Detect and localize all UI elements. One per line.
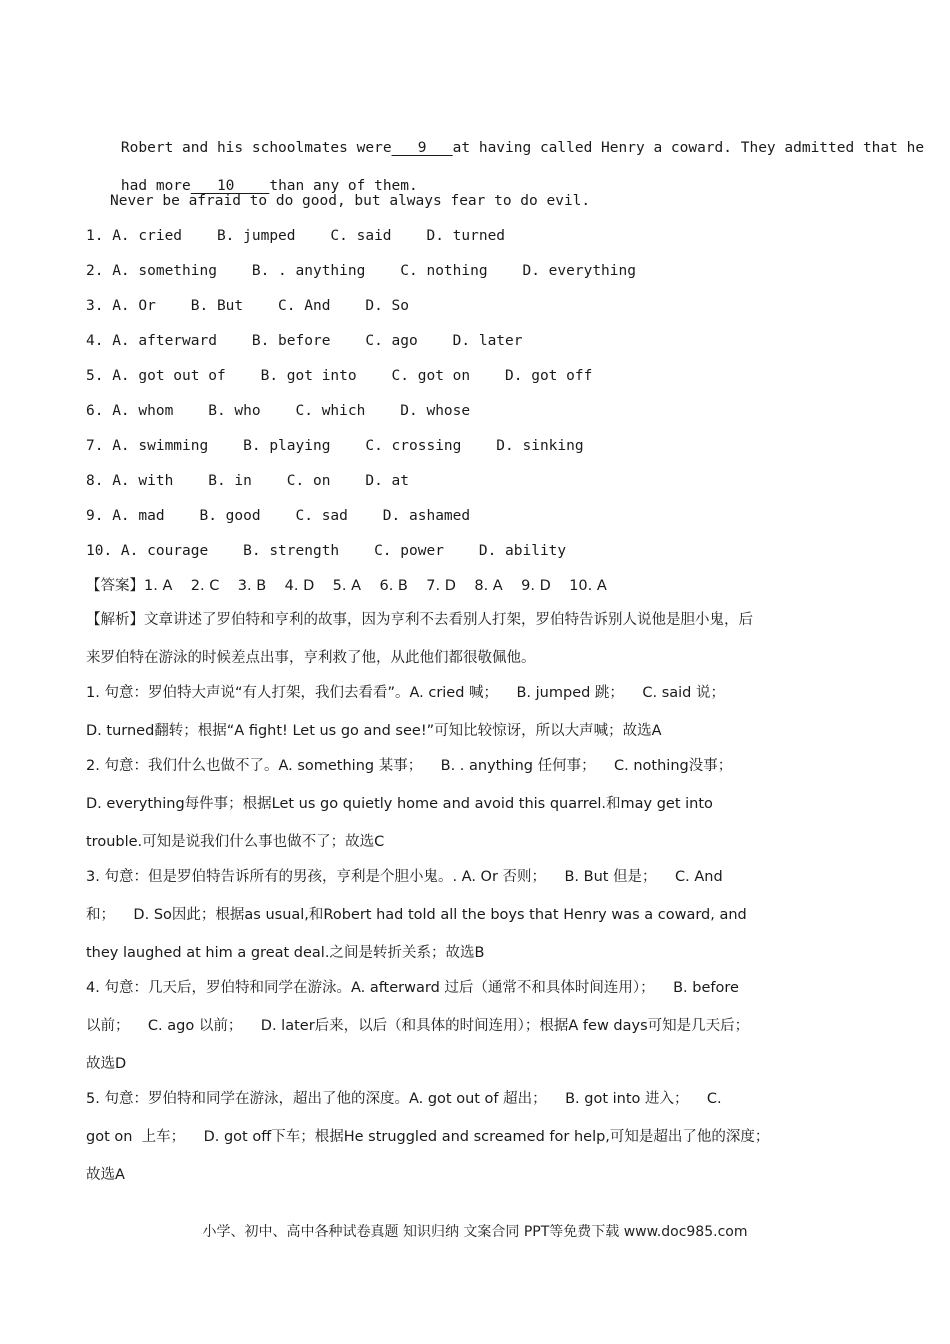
- question-5: 5. A. got out of B. got into C. got on D. got off: [86, 368, 593, 384]
- analysis-line: 故选D: [86, 1056, 127, 1072]
- analysis-line: 故选A: [86, 1167, 125, 1183]
- blank-10: 10: [190, 178, 270, 194]
- analysis-line: 2. 句意：我们什么也做不了。A. something 某事； B. . anything 任何事； C. nothing没事；: [86, 758, 733, 774]
- analysis-line: D. turned翻转；根据“A fight! Let us go and see!”可知比较惊讶，所以大声喊；故选A: [86, 723, 662, 739]
- question-4: 4. A. afterward B. before C. ago D. later: [86, 333, 523, 349]
- analysis-line: 5. 句意：罗伯特和同学在游泳，超出了他的深度。A. got out of 超出； B. got into 进入； C.: [86, 1091, 722, 1107]
- analysis-line: got on 上车； D. got off下车；根据He struggled and screamed for help,可知是超出了他的深度；: [86, 1129, 770, 1145]
- analysis-line: 和； D. So因此；根据as usual,和Robert had told all the boys that Henry was a coward, and: [86, 907, 747, 923]
- page-footer: 小学、初中、高中各种试卷真题 知识归纳 文案合同 PPT等免费下载 www.doc985.com: [202, 1224, 748, 1240]
- question-8: 8. A. with B. in C. on D. at: [86, 473, 410, 489]
- question-6: 6. A. whom B. who C. which D. whose: [86, 403, 471, 419]
- analysis-line: 4. 句意：几天后，罗伯特和同学在游泳。A. afterward 过后（通常不和具体时间连用）； B. before: [86, 980, 739, 996]
- passage-text: Robert and his schoolmates were: [120, 140, 392, 156]
- question-10: 10. A. courage B. strength C. power D. ability: [86, 543, 567, 559]
- analysis-line: D. everything每件事；根据Let us go quietly home and avoid this quarrel.和may get into: [86, 796, 713, 812]
- analysis-line: 来罗伯特在游泳的时候差点出事，亨利救了他，从此他们都很敬佩他。: [86, 650, 536, 666]
- moral-line: Never be afraid to do good, but always fear to do evil.: [110, 193, 591, 209]
- question-1: 1. A. cried B. jumped C. said D. turned: [86, 228, 506, 244]
- blank-9: 9: [391, 140, 453, 156]
- question-7: 7. A. swimming B. playing C. crossing D. sinking: [86, 438, 584, 454]
- question-9: 9. A. mad B. good C. sad D. ashamed: [86, 508, 471, 524]
- analysis-line: 【解析】文章讲述了罗伯特和亨利的故事，因为亨利不去看别人打架，罗伯特告诉别人说他是胆小鬼，后: [86, 612, 753, 628]
- answer-line: 【答案】1. A 2. C 3. B 4. D 5. A 6. B 7. D 8. A 9. D 10. A: [86, 578, 607, 594]
- passage-text: than any of them.: [269, 178, 418, 194]
- analysis-line: they laughed at him a great deal.之间是转折关系；故选B: [86, 945, 485, 961]
- passage-text: had more: [120, 178, 191, 194]
- question-3: 3. A. Or B. But C. And D. So: [86, 298, 410, 314]
- passage-text: at having called Henry a coward. They admitted that he: [452, 140, 925, 156]
- analysis-line: 1. 句意：罗伯特大声说“有人打架，我们去看看”。A. cried 喊； B. jumped 跳； C. said 说；: [86, 685, 725, 701]
- analysis-line: 3. 句意：但是罗伯特告诉所有的男孩，亨利是个胆小鬼。. A. Or 否则； B. But 但是； C. And: [86, 869, 723, 885]
- analysis-line: trouble.可知是说我们什么事也做不了；故选C: [86, 834, 385, 850]
- analysis-line: 以前； C. ago 以前； D. later后来，以后（和具体的时间连用）；根据A few days可知是几天后；: [86, 1018, 750, 1034]
- question-2: 2. A. something B. . anything C. nothing D. everything: [86, 263, 636, 279]
